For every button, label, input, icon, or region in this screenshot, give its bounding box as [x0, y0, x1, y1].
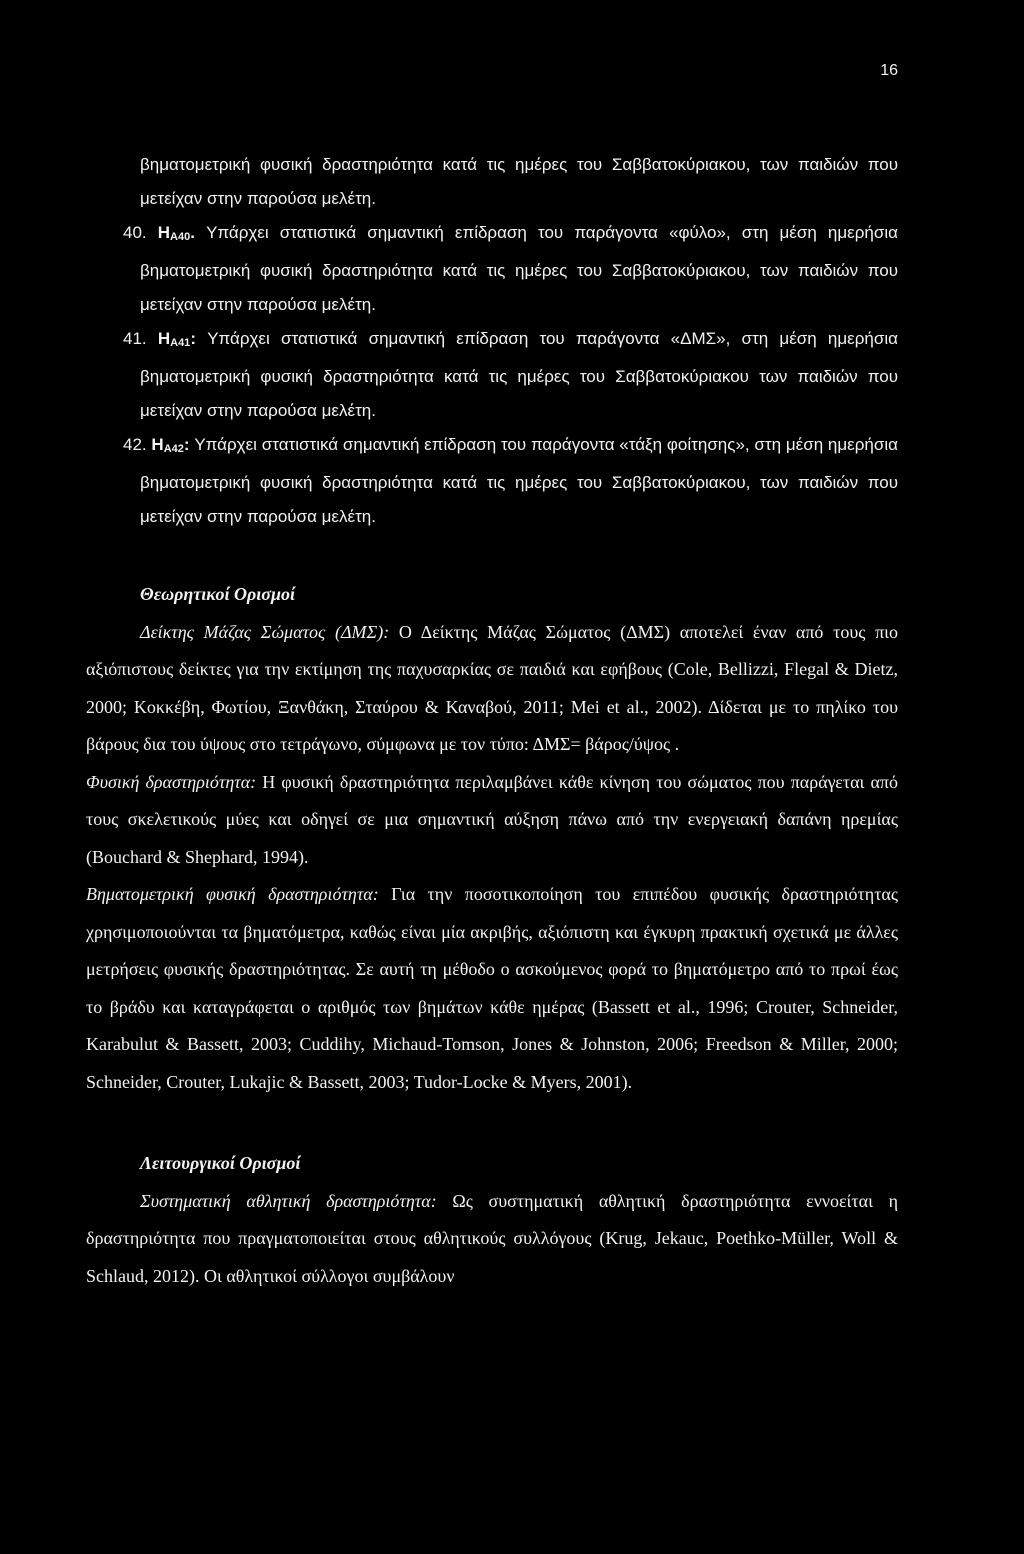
definition-term: Βηματομετρική φυσική δραστηριότητα: [86, 884, 379, 904]
page-number: 16 [880, 62, 898, 79]
hypothesis-number: 40. [123, 223, 147, 242]
definition-pedometer-activity [86, 876, 898, 1101]
hypothesis-text: Υπάρχει στατιστικά σημαντική επίδραση του παράγοντα «φύλο», στη μέση ημερήσια βηματομετρική φυσική δραστηριότητα κατά τις ημέρες του Σαββατοκύριακου, των παιδιών που μετείχαν στην παρούσα μελέτη. [140, 223, 898, 314]
definition-term: Δείκτης Μάζας Σώματος (ΔΜΣ): [140, 621, 390, 642]
hypothesis-number: 42. [123, 435, 147, 454]
definition-text: Ο Δείκτης Μάζας Σώματος (ΔΜΣ) αποτελεί έναν από τους πιο αξιόπιστους δείκτες για την εκτίμηση της παχυσαρκίας σε παιδιά και εφήβους (Cole, Bellizzi, Flegal & Dietz, 2000; Κοκκέβη, Φωτίου, Ξανθάκη, Σταύρου & Καναβού, 2011; Mei et al., 2002). Δίδεται με το πηλίκο του βάρους δια του ύψους στο τετράγωνο, σύμφωνα με τον τύπο: ΔΜΣ= βάρος/ύψος . [86, 621, 898, 754]
definition-physical-activity [86, 764, 898, 877]
definition-bmi [86, 614, 898, 764]
hypothesis-continuation: βηματομετρική φυσική δραστηριότητα κατά τις ημέρες του Σαββατοκύριακου, των παιδιών που μετείχαν στην παρούσα μελέτη. [140, 155, 898, 208]
operational-definitions-section [86, 1145, 898, 1295]
definition-text: Για την ποσοτικοποίηση του επιπέδου φυσικής δραστηριότητας χρησιμοποιούνται τα βηματόμετρα, καθώς είναι μία ακριβής, αξιόπιστη και έγκυρη πρακτική σχετικά με άλλες μετρήσεις φυσικής δραστηριότητας. Σε αυτή τη μέθοδο ο ασκούμενος φορά το βηματόμετρο από το πρωί έως το βράδυ και καταγράφεται ο αριθμός των βημάτων κάθε ημέρας (Bassett et al., 1996; Crouter, Schneider, Karabulut & Bassett, 2003; Cuddihy, Michaud-Tomson, Jones & Johnston, 2006; Freedson & Miller, 2000; Schneider, Crouter, Lukajic & Bassett, 2003; Tudor-Locke & Myers, 2001). [86, 884, 898, 1092]
hypothesis-41 [86, 322, 898, 428]
section-title-theoretical: Θεωρητικοί Ορισμοί [140, 584, 295, 604]
definition-text: Η φυσική δραστηριότητα περιλαμβάνει κάθε κίνηση του σώματος που παράγεται από τους σκελετικούς μύες και οδηγεί σε μια σημαντική αύξηση πάνω από την ενεργειακή δαπάνη ηρεμίας (Bouchard & Shephard, 1994). [86, 771, 898, 867]
definition-term: Συστηματική αθλητική δραστηριότητα: [140, 1190, 437, 1211]
hypothesis-code: $H_{A40}$. [157, 223, 195, 243]
hypothesis-42 [86, 428, 898, 534]
hypothesis-40 [86, 216, 898, 322]
hypotheses-section [86, 148, 898, 534]
definition-text: Ως συστηματική αθλητική δραστηριότητα εννοείται η δραστηριότητα που πραγματοποιείται στους αθλητικούς συλλόγους (Krug, Jekauc, Poethko-Müller, Woll & Schlaud, 2012). Οι αθλητικοί σύλλογοι συμβάλουν [86, 1190, 898, 1286]
theoretical-definitions-section [86, 576, 898, 1101]
hypothesis-text: Υπάρχει στατιστικά σημαντική επίδραση του παράγοντα «τάξη φοίτησης», στη μέση ημερήσια βηματομετρική φυσική δραστηριότητα κατά τις ημέρες του Σαββατοκύριακου, των παιδιών που μετείχαν στην παρούσα μελέτη. [140, 435, 898, 526]
hypothesis-text: Υπάρχει στατιστικά σημαντική επίδραση του παράγοντα «ΔΜΣ», στη μέση ημερήσια βηματομετρική φυσική δραστηριότητα κατά τις ημέρες του Σαββατοκύριακου των παιδιών που μετείχαν στην παρούσα μελέτη. [140, 329, 898, 420]
definition-systematic-sport [86, 1183, 898, 1296]
hypothesis-code: $H_{A41}$: [157, 329, 196, 349]
hypothesis-code: $H_{A42}$: [151, 435, 190, 455]
definition-term: Φυσική δραστηριότητα: [86, 771, 257, 792]
hypothesis-number: 41. [123, 329, 147, 348]
section-title-operational: Λειτουργικοί Ορισμοί [140, 1153, 301, 1173]
page-content [86, 148, 898, 1295]
